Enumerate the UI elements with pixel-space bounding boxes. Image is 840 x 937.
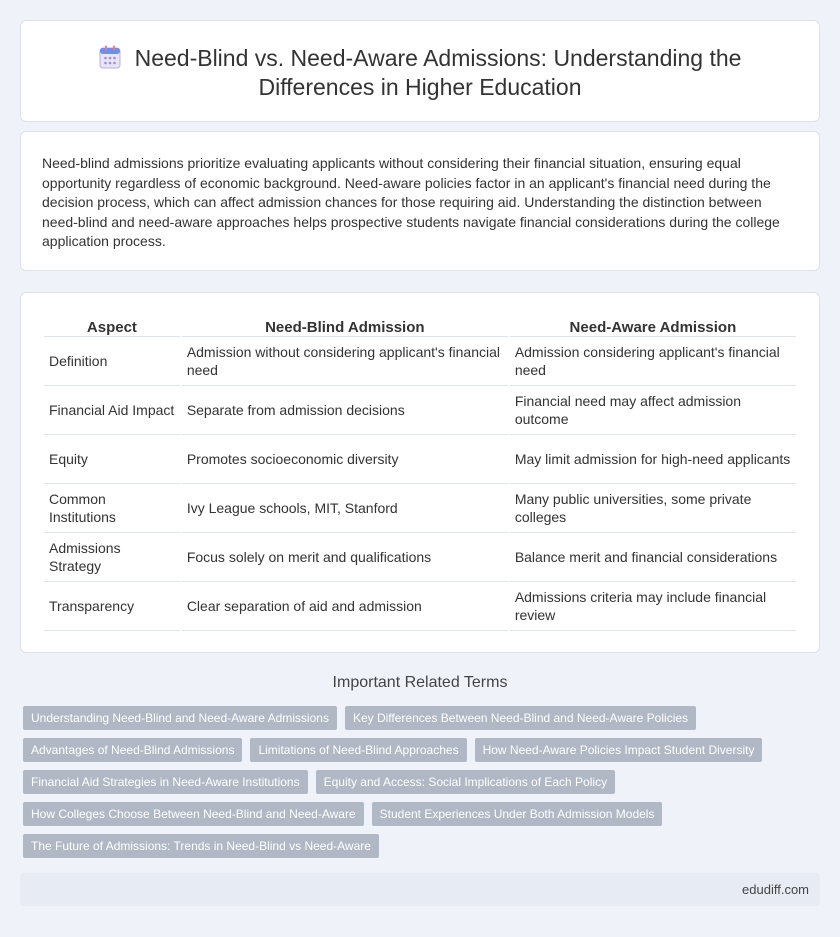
- table-row: [44, 435, 796, 484]
- table-row: [44, 582, 796, 631]
- page-title: [21, 44, 819, 102]
- comparison-table: [42, 315, 798, 631]
- title-line-2: Differences in Higher Education: [258, 74, 582, 100]
- related-term-link[interactable]: Limitations of Need-Blind Approaches: [250, 738, 466, 762]
- related-term-link[interactable]: How Need-Aware Policies Impact Student Diversity: [475, 738, 763, 762]
- calendar-icon: [99, 45, 121, 69]
- related-terms-heading: Important Related Terms: [332, 674, 508, 691]
- related-terms-list: [23, 706, 803, 866]
- row-aspect: Admissions Strategy: [44, 533, 180, 582]
- row-aspect: Transparency: [44, 582, 180, 631]
- title-card: [20, 20, 820, 122]
- row-need-aware: Admissions criteria may include financial review: [510, 582, 796, 631]
- intro-paragraph: Need-blind admissions prioritize evaluating applicants without considering their financial situation, ensuring equal opportunity regardless of economic background. Need-aware policies factor in an applicant's financial need during the decision process, which can affect admission chances for those requiring aid. Understanding the distinction between need-blind and need-aware approaches helps prospective students navigate financial considerations during the college application process.: [42, 155, 780, 249]
- header-need-blind: Need-Blind Admission: [182, 315, 508, 337]
- table-row: [44, 484, 796, 533]
- intro-card: [20, 131, 820, 271]
- related-term-link[interactable]: Advantages of Need-Blind Admissions: [23, 738, 242, 762]
- row-need-blind: Ivy League schools, MIT, Stanford: [182, 484, 508, 533]
- row-need-aware: May limit admission for high-need applicants: [510, 435, 796, 484]
- related-term-link[interactable]: Financial Aid Strategies in Need-Aware Institutions: [23, 770, 308, 794]
- row-need-aware: Many public universities, some private colleges: [510, 484, 796, 533]
- footer: [20, 873, 820, 906]
- row-aspect: Financial Aid Impact: [44, 386, 180, 435]
- row-need-aware: Admission considering applicant's financial need: [510, 337, 796, 386]
- row-aspect: Common Institutions: [44, 484, 180, 533]
- title-line-1: Need-Blind vs. Need-Aware Admissions: Understanding the: [134, 45, 742, 71]
- table-header-row: [44, 315, 796, 337]
- comparison-card: [20, 292, 820, 653]
- related-term-link[interactable]: Student Experiences Under Both Admission Models: [372, 802, 663, 826]
- header-aspect: Aspect: [44, 315, 180, 337]
- row-need-blind: Promotes socioeconomic diversity: [182, 435, 508, 484]
- table-row: [44, 386, 796, 435]
- row-need-blind: Focus solely on merit and qualifications: [182, 533, 508, 582]
- row-need-blind: Separate from admission decisions: [182, 386, 508, 435]
- header-need-aware: Need-Aware Admission: [510, 315, 796, 337]
- related-term-link[interactable]: Equity and Access: Social Implications of Each Policy: [316, 770, 615, 794]
- footer-site-name: edudiff.com: [742, 882, 809, 897]
- row-aspect: Equity: [44, 435, 180, 484]
- related-term-link[interactable]: Key Differences Between Need-Blind and Need-Aware Policies: [345, 706, 696, 730]
- row-need-blind: Clear separation of aid and admission: [182, 582, 508, 631]
- table-row: [44, 533, 796, 582]
- table-row: [44, 337, 796, 386]
- row-aspect: Definition: [44, 337, 180, 386]
- related-term-link[interactable]: Understanding Need-Blind and Need-Aware Admissions: [23, 706, 337, 730]
- related-term-link[interactable]: The Future of Admissions: Trends in Need-Blind vs Need-Aware: [23, 834, 379, 858]
- row-need-aware: Financial need may affect admission outcome: [510, 386, 796, 435]
- row-need-blind: Admission without considering applicant's financial need: [182, 337, 508, 386]
- related-term-link[interactable]: How Colleges Choose Between Need-Blind and Need-Aware: [23, 802, 364, 826]
- row-need-aware: Balance merit and financial considerations: [510, 533, 796, 582]
